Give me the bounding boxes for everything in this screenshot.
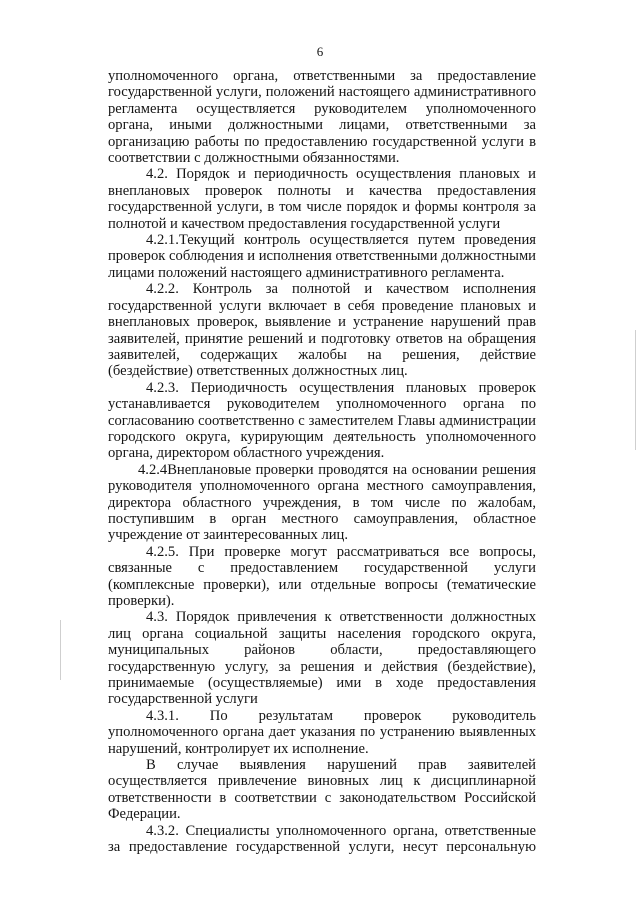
- paragraph-4-3-1: 4.3.1. По результатам проверок руководитель уполномоченного органа дает указания по устранению выявленных нарушений, контролирует их исполнение.: [108, 707, 536, 757]
- section-heading-4-3: 4.3. Порядок привлечения к ответственности должностных лиц органа социальной защиты населения городского округа, муниципальных районов области, предоставляющего государственную услугу, за решения и действия (бездействие), принимаемые (осуществляемые) ими в ходе предоставления государственной услуги: [108, 609, 536, 708]
- paragraph-4-2-2: 4.2.2. Контроль за полнотой и качеством исполнения государственной услуги включает в себя проведение плановых и внеплановых проверок, выявление и устранение нарушений прав заявителей, принятие решений и подготовку ответов на обращения заявителей, содержащих жалобы на решения, действие (бездействие) ответственных должностных лиц.: [108, 281, 536, 380]
- paragraph-4-2-3: 4.2.3. Периодичность осуществления плановых проверок устанавливается руководителем уполномоченного органа по согласованию соответственно с заместителем Главы администрации городского округа, курирующим деятельность уполномоченного органа, директором областного учреждения.: [108, 379, 536, 462]
- document-body: [108, 68, 536, 856]
- paragraph-4-3-2: 4.3.2. Специалисты уполномоченного органа, ответственные за предоставление государственной услуги, несут персональную: [108, 822, 536, 856]
- scan-margin-mark: [60, 620, 61, 680]
- scan-margin-mark: [635, 330, 636, 450]
- page-number: 6: [316, 44, 324, 59]
- paragraph-4-2-1: 4.2.1.Текущий контроль осуществляется путем проведения проверок соблюдения и исполнения ответственными должностными лицами положений настоящего административного регламента.: [108, 232, 536, 281]
- section-heading-4-2: 4.2. Порядок и периодичность осуществления плановых и внеплановых проверок полноты и качества предоставления государственной услуги, в том числе порядок и формы контроля за полнотой и качеством предоставления государственной услуги: [108, 166, 536, 232]
- paragraph-violations: В случае выявления нарушений прав заявителей осуществляется привлечение виновных лиц к дисциплинарной ответственности в соответствии с законодательством Российской Федерации.: [108, 757, 536, 823]
- paragraph-4-2-4: 4.2.4Внеплановые проверки проводятся на основании решения руководителя уполномоченного органа местного самоуправления, директора областного учреждения, в том числе по жалобам, поступившим в орган местного самоуправления, областное учреждение от заинтересованных лиц.: [108, 461, 536, 544]
- paragraph-continuation: уполномоченного органа, ответственными за предоставление государственной услуги, положений настоящего административного регламента осуществляется руководителем уполномоченного органа, иными должностными лицами, ответственными за организацию работы по предоставлению государственной услуги в соответствии с должностными обязанностями.: [108, 68, 536, 167]
- paragraph-4-2-5: 4.2.5. При проверке могут рассматриваться все вопросы, связанные с предоставлением государственной услуги (комплексные проверки), или отдельные вопросы (тематические проверки).: [108, 543, 536, 609]
